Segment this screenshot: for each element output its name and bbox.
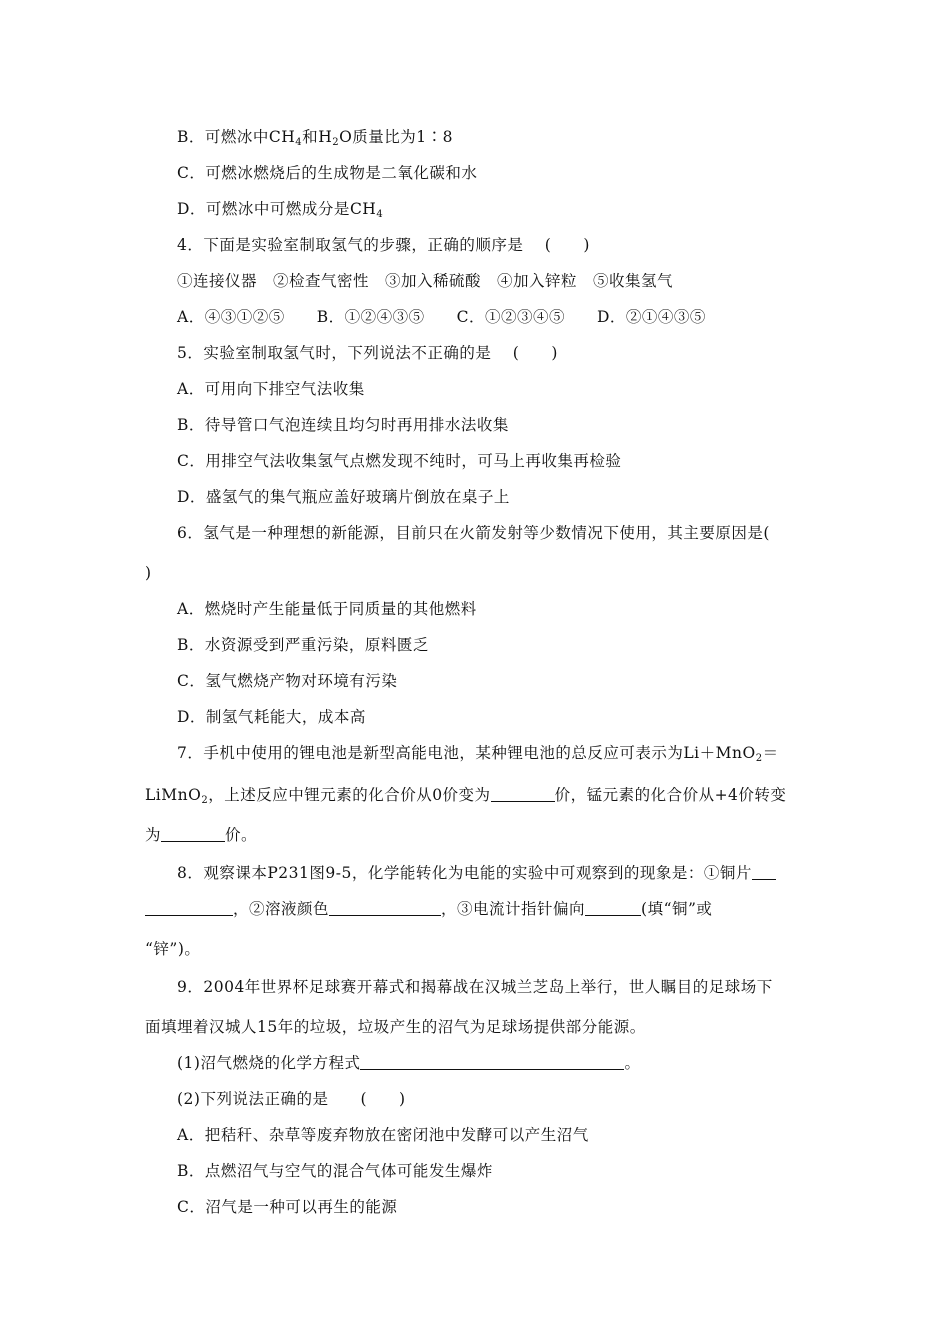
q6-option-d: D．制氢气耗能大，成本高 — [177, 708, 366, 726]
q8-line3: “锌”)。 — [145, 940, 201, 958]
q3-option-c: C．可燃冰燃烧后的生成物是二氧化碳和水 — [177, 164, 478, 182]
q7-answer-blank-1[interactable] — [491, 787, 555, 802]
q7-line1: 7．手机中使用的锂电池是新型高能电池，某种锂电池的总反应可表示为Li＋MnO$_2$＝ — [177, 744, 779, 764]
q7-line2: LiMnO$_2$，上述反应中锂元素的化合价从0价变为 价，锰元素的化合价从+4价转变 — [145, 786, 787, 806]
q6-option-c: C．氢气燃烧产物对环境有污染 — [177, 672, 398, 690]
q4-option-b: B．①②④③⑤ — [316, 308, 425, 326]
q6-stem-line2: ) — [145, 564, 152, 582]
q8-answer-blank-2[interactable] — [329, 901, 441, 916]
q5-option-c: C．用排空气法收集氢气点燃发现不纯时，可马上再收集再检验 — [177, 452, 622, 470]
q5-stem: 5．实验室制取氢气时，下列说法不正确的是 ( ) — [177, 344, 558, 362]
q6-option-a: A．燃烧时产生能量低于同质量的其他燃料 — [177, 600, 477, 618]
q9-line1: 9．2004年世界杯足球赛开幕式和揭幕战在汉城兰芝岛上举行，世人瞩目的足球场下 — [177, 978, 773, 996]
q4-option-a: A．④③①②⑤ — [177, 308, 285, 326]
q8-answer-blank-3[interactable] — [585, 901, 641, 916]
q3-option-b: B．可燃冰中$CH_4$和$H_2O$质量比为1∶8 — [177, 128, 454, 148]
q7-line3: 为 价。 — [145, 826, 258, 844]
q4-stem: 4．下面是实验室制取氢气的步骤，正确的顺序是 ( ) — [177, 236, 590, 254]
q8-line1: 8．观察课本P231图9-5，化学能转化为电能的实验中可观察到的现象是：①铜片 — [177, 863, 776, 883]
q4-steps: ①连接仪器 ②检查气密性 ③加入稀硫酸 ④加入锌粒 ⑤收集氢气 — [177, 272, 674, 290]
q9-sub1: (1)沼气燃烧的化学方程式 。 — [177, 1054, 641, 1072]
q4-option-d: D．②①④③⑤ — [596, 308, 706, 326]
q8-line2: ，②溶液颜色 ，③电流计指针偏向 (填“铜”或 — [145, 899, 712, 919]
q5-option-a: A．可用向下排空气法收集 — [177, 380, 365, 398]
q4-options — [177, 307, 738, 327]
q3-option-d: D．可燃冰中可燃成分是$CH_4$ — [177, 200, 384, 220]
q5-option-b: B．待导管口气泡连续且均匀时再用排水法收集 — [177, 416, 509, 434]
q9-sub2: (2)下列说法正确的是 ( ) — [177, 1090, 406, 1108]
q4-option-c: C．①②③④⑤ — [456, 308, 565, 326]
q5-option-d: D．盛氢气的集气瓶应盖好玻璃片倒放在桌子上 — [177, 488, 510, 506]
q9-line2: 面填埋着汉城人15年的垃圾，垃圾产生的沼气为足球场提供部分能源。 — [145, 1018, 646, 1036]
q6-option-b: B．水资源受到严重污染，原料匮乏 — [177, 636, 429, 654]
q7-answer-blank-2[interactable] — [161, 827, 225, 842]
q9-equation-blank[interactable] — [360, 1055, 624, 1070]
q8-answer-blank-1a[interactable] — [752, 865, 776, 880]
q9-option-b: B．点燃沼气与空气的混合气体可能发生爆炸 — [177, 1162, 493, 1180]
q9-option-c: C．沼气是一种可以再生的能源 — [177, 1198, 398, 1216]
q9-option-a: A．把秸秆、杂草等废弃物放在密闭池中发酵可以产生沼气 — [177, 1126, 589, 1144]
q6-stem-line1: 6．氢气是一种理想的新能源，目前只在火箭发射等少数情况下使用，其主要原因是( — [177, 524, 770, 542]
q8-answer-blank-1b[interactable] — [145, 901, 233, 916]
